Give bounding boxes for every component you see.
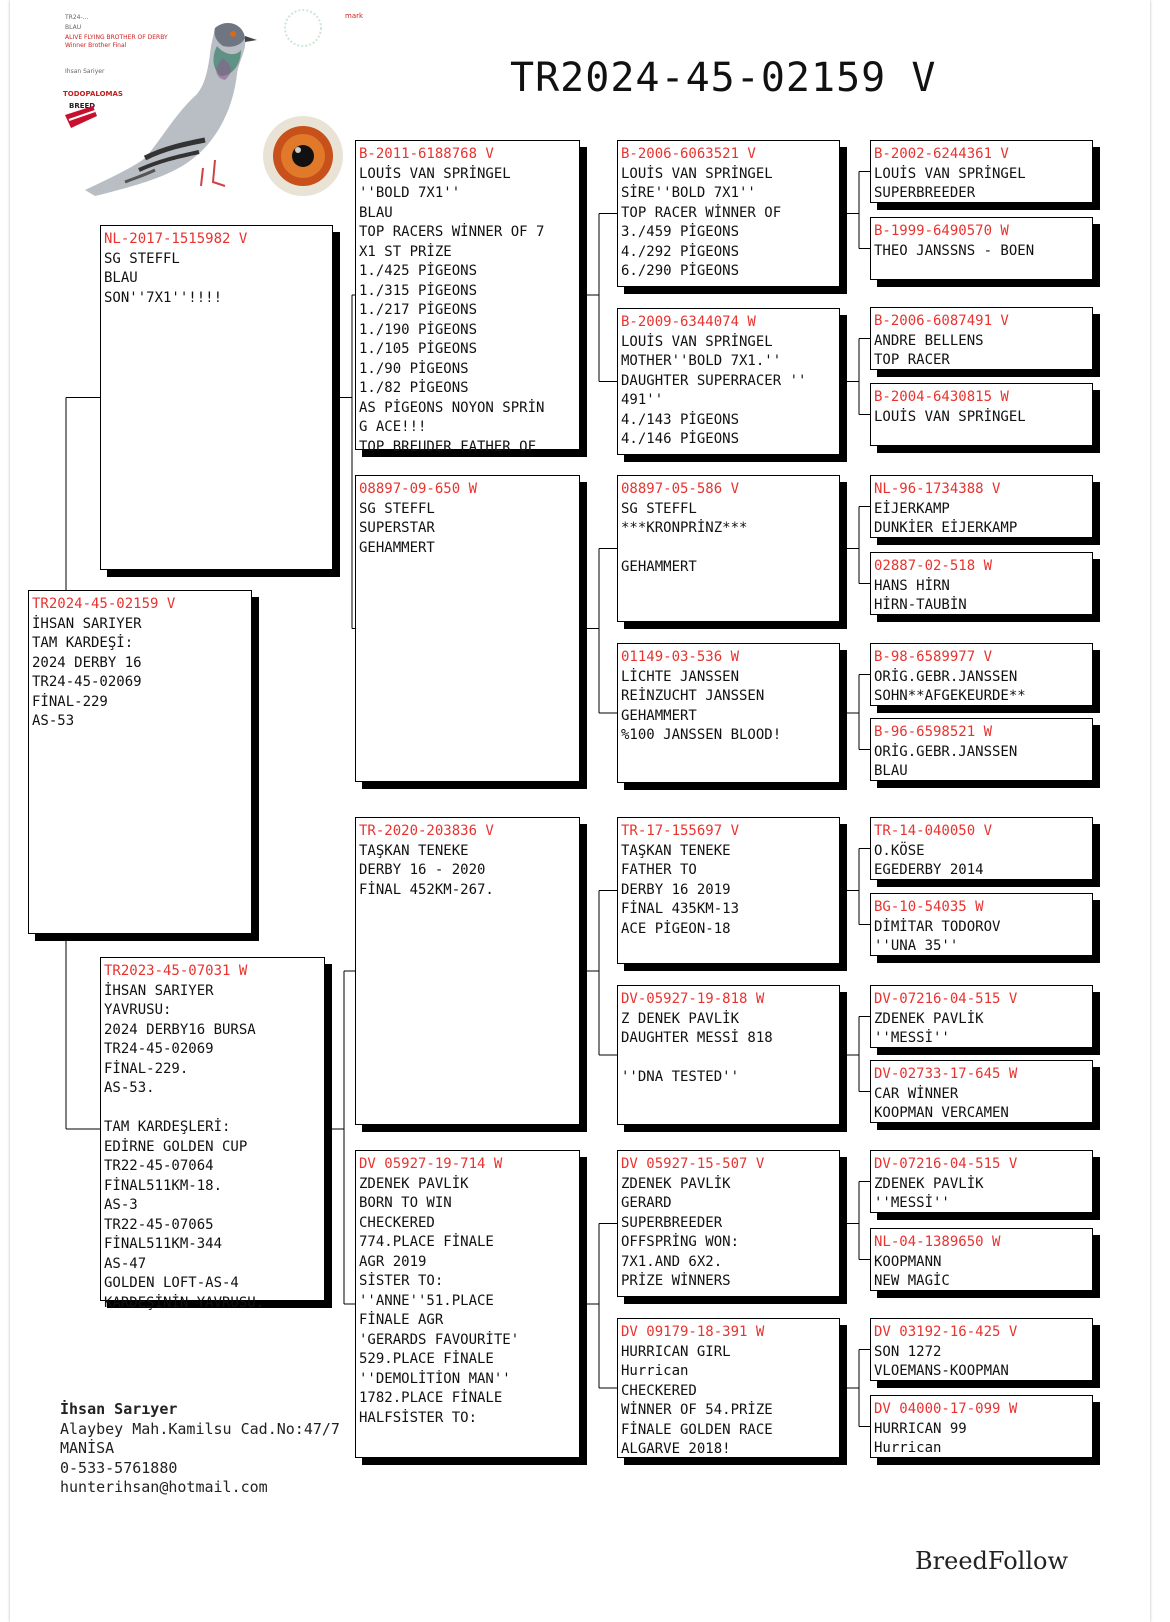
box-lines: [874, 1010, 1089, 1049]
owner-address: Alaybey Mah.Kamilsu Cad.No:47/7: [60, 1419, 340, 1438]
box-line: 6./290 PİGEONS: [621, 263, 740, 279]
pedigree-box-gen4-2: [617, 308, 840, 455]
box-lines: [621, 1010, 836, 1088]
box-line: MOTHER''BOLD 7X1.'': [621, 353, 782, 369]
box-line: HURRICAN GIRL: [621, 1343, 731, 1360]
pedigree-box-gen5-6: [870, 552, 1093, 615]
box-line: ORİG.GEBR.JANSSEN: [874, 743, 1018, 760]
ring-number: DV-02733-17-645 W: [874, 1066, 1018, 1082]
box-line: FATHER TO: [621, 862, 697, 878]
box-line: ALGARVE 2018!: [621, 1441, 731, 1457]
box-line: VLOEMANS-KOOPMAN: [874, 1363, 1009, 1379]
ring-number: TR2023-45-07031 W: [104, 963, 248, 979]
owner-email: hunterihsan@hotmail.com: [60, 1478, 268, 1496]
box-line: ZDENEK PAVLİK: [621, 1175, 731, 1192]
pedigree-box-gen3-2: [355, 475, 580, 782]
box-line: KARDEŞİNİN YAVRUSU.: [104, 1294, 265, 1311]
box-line: X1 ST PRİZE: [359, 243, 452, 260]
box-lines: [874, 1085, 1089, 1124]
pedigree-box-gen5-11: [870, 985, 1093, 1048]
ring-number: DV 04000-17-099 W: [874, 1401, 1018, 1417]
box-lines: [621, 165, 836, 282]
pigeon-icon: [85, 23, 257, 196]
pedigree-box-gen5-8: [870, 718, 1093, 781]
owner-city: MANİSA: [60, 1439, 115, 1457]
box-line: 1./315 PİGEONS: [359, 282, 478, 299]
box-lines: [874, 668, 1089, 707]
box-lines: [359, 1175, 576, 1429]
box-lines: [104, 250, 329, 309]
box-line: 4./143 PİGEONS: [621, 411, 740, 428]
ring-number: DV 03192-16-425 V: [874, 1324, 1018, 1340]
box-line: TR22-45-07064: [104, 1158, 214, 1174]
box-lines: [104, 982, 321, 1314]
pigeon-and-eye-illustration: [65, 10, 355, 210]
box-line: FİNAL 452KM-267.: [359, 881, 494, 898]
box-lines: [32, 615, 248, 732]
pedigree-box-gen4-5: [617, 817, 840, 964]
pedigree-box-gen3-1: [355, 140, 580, 455]
ring-number: DV-07216-04-515 V: [874, 1156, 1018, 1172]
pedigree-box-gen4-6: [617, 985, 840, 1125]
box-line: Z DENEK PAVLİK: [621, 1010, 740, 1027]
box-line: GEHAMMERT: [621, 559, 697, 575]
box-line: BORN TO WIN: [359, 1195, 452, 1211]
box-line: ORİG.GEBR.JANSSEN: [874, 668, 1018, 685]
box-line: LOUİS VAN SPRİNGEL: [359, 165, 511, 182]
box-line: EGEDERBY 2014: [874, 862, 984, 878]
box-line: DERBY 16 - 2020: [359, 862, 486, 878]
pedigree-box-gen5-2: [870, 217, 1093, 280]
seal-icon: [285, 10, 321, 46]
ring-number: B-96-6598521 W: [874, 724, 993, 740]
pedigree-box-gen5-7: [870, 643, 1093, 706]
box-line: GERARD: [621, 1195, 672, 1211]
box-line: TAŞKAN TENEKE: [621, 842, 731, 859]
box-lines: [874, 1420, 1089, 1459]
box-line: TOP BREUDER FATHER OF: [359, 438, 537, 455]
logo-small-text-2: BLAU: [65, 24, 82, 31]
box-line: BLAU: [104, 270, 138, 286]
box-line: 3./459 PİGEONS: [621, 224, 740, 240]
box-line: AS-3: [104, 1197, 138, 1213]
box-line: FİNAL-229.: [104, 1060, 189, 1077]
box-line: AS-53: [32, 713, 75, 729]
ring-number: NL-2017-1515982 V: [104, 231, 248, 247]
ring-number: DV-05927-19-818 W: [621, 991, 765, 1007]
box-line: ''BOLD 7X1'': [359, 185, 461, 201]
pedigree-box-gen5-10: [870, 893, 1093, 956]
box-line: [104, 1099, 321, 1119]
box-lines: [621, 333, 836, 450]
box-line: YAVRUSU:: [104, 1002, 172, 1018]
box-line: SON 1272: [874, 1343, 942, 1360]
box-line: TAM KARDEŞLERİ:: [104, 1119, 231, 1135]
box-line: [621, 539, 836, 559]
box-line: 4./146 PİGEONS: [621, 431, 740, 447]
box-line: LOUİS VAN SPRİNGEL: [874, 408, 1026, 425]
box-lines: [874, 1175, 1089, 1214]
ring-number: B-98-6589977 V: [874, 649, 993, 665]
box-line: SİSTER TO:: [359, 1273, 444, 1289]
box-line: 1./105 PİGEONS: [359, 341, 478, 357]
pedigree-box-dam: [100, 957, 325, 1311]
box-line: HALFSİSTER TO:: [359, 1409, 478, 1426]
pedigree-box-gen5-5: [870, 475, 1093, 538]
box-line: 2024 DERBY16 BURSA: [104, 1021, 256, 1038]
box-line: 774.PLACE FİNALE: [359, 1234, 494, 1250]
box-line: ''DEMOLİTİON MAN'': [359, 1370, 511, 1387]
ring-number: DV-07216-04-515 V: [874, 991, 1018, 1007]
pigeon-eye-icon: [263, 116, 343, 196]
box-line: 529.PLACE FİNALE: [359, 1351, 494, 1367]
box-line: ''DNA TESTED'': [621, 1069, 740, 1085]
page-title: TR2024-45-02159 V: [510, 55, 937, 101]
box-line: WİNNER OF 54.PRİZE: [621, 1402, 773, 1418]
box-line: DERBY 16 2019: [621, 881, 731, 898]
pedigree-box-gen5-9: [870, 817, 1093, 880]
box-line: ZDENEK PAVLİK: [874, 1010, 984, 1027]
pedigree-box-sire: [100, 225, 333, 570]
ring-number: B-2006-6087491 V: [874, 313, 1009, 329]
box-line: TAM KARDEŞİ:: [32, 635, 134, 651]
box-line: CHECKERED: [621, 1382, 697, 1399]
box-line: ZDENEK PAVLİK: [359, 1175, 469, 1192]
box-line: 1./82 PİGEONS: [359, 380, 469, 396]
pedigree-box-subject: [28, 590, 252, 934]
box-line: EİJERKAMP: [874, 500, 950, 517]
box-line: SİRE''BOLD 7X1'': [621, 185, 756, 201]
box-line: ZDENEK PAVLİK: [874, 1175, 984, 1192]
box-line: TOP RACER WİNNER OF: [621, 204, 782, 221]
box-line: 4./292 PİGEONS: [621, 243, 740, 260]
box-line: ANDRE BELLENS: [874, 332, 984, 349]
ring-number: TR-14-040050 V: [874, 823, 993, 839]
box-line: ACE PİGEON-18: [621, 920, 731, 937]
box-lines: [874, 1343, 1089, 1382]
box-line: HANS HİRN: [874, 577, 950, 594]
box-line: SON''7X1''!!!!: [104, 289, 223, 306]
owner-contact: [60, 1400, 340, 1498]
box-line: REİNZUCHT JANSSEN: [621, 688, 765, 704]
box-line: 2024 DERBY 16: [32, 654, 142, 671]
box-line: %100 JANSSEN BLOOD!: [621, 727, 782, 743]
box-lines: [621, 1343, 836, 1460]
box-line: BLAU: [874, 763, 908, 779]
pedigree-box-gen4-8: [617, 1318, 840, 1458]
box-line: PRİZE WİNNERS: [621, 1273, 731, 1289]
box-lines: [621, 1175, 836, 1292]
box-lines: [359, 165, 576, 458]
box-line: 1./190 PİGEONS: [359, 321, 478, 338]
box-line: AS-53.: [104, 1080, 155, 1096]
ring-number: B-2011-6188768 V: [359, 146, 494, 162]
box-line: EDİRNE GOLDEN CUP: [104, 1138, 248, 1155]
box-line: ''MESSİ'': [874, 1030, 950, 1046]
ring-number: 08897-05-586 V: [621, 481, 740, 497]
box-line: TAŞKAN TENEKE: [359, 842, 469, 859]
box-line: OFFSPRİNG WON:: [621, 1234, 740, 1250]
box-line: 1./217 PİGEONS: [359, 302, 478, 318]
box-line: AS-47: [104, 1255, 147, 1272]
pedigree-box-gen5-16: [870, 1395, 1093, 1458]
ring-number: 08897-09-650 W: [359, 481, 478, 497]
box-line: FİNALE GOLDEN RACE: [621, 1421, 773, 1438]
box-line: ''MESSİ'': [874, 1195, 950, 1211]
box-lines: [874, 577, 1089, 616]
box-line: KOOPMAN VERCAMEN: [874, 1105, 1009, 1121]
ring-number: TR-17-155697 V: [621, 823, 740, 839]
ring-number: NL-96-1734388 V: [874, 481, 1001, 497]
box-line: LİCHTE JANSSEN: [621, 668, 740, 685]
ring-number: NL-04-1389650 W: [874, 1234, 1001, 1250]
pedigree-box-gen5-3: [870, 307, 1093, 370]
logo-brand-text: TODOPALOMAS: [63, 90, 123, 98]
box-line: ''ANNE''51.PLACE: [359, 1292, 494, 1309]
header-logo-area: [63, 10, 364, 210]
box-line: Hurrican: [621, 1363, 689, 1379]
box-line: 7X1.AND 6X2.: [621, 1253, 723, 1270]
box-line: DAUGHTER SUPERRACER '': [621, 372, 807, 389]
ring-number: B-2002-6244361 V: [874, 146, 1009, 162]
box-line: SG STEFFL: [104, 250, 180, 267]
box-lines: [359, 842, 576, 901]
logo-small-text-4: Winner Brother Final: [65, 42, 127, 49]
box-line: 1./90 PİGEONS: [359, 360, 469, 377]
pedigree-box-gen3-3: [355, 817, 580, 1125]
pedigree-box-gen4-4: [617, 643, 840, 783]
box-line: HİRN-TAUBİN: [874, 597, 967, 613]
box-line: LOUİS VAN SPRİNGEL: [621, 165, 773, 182]
box-line: Hurrican: [874, 1440, 942, 1456]
box-line: TR22-45-07065: [104, 1216, 214, 1233]
box-line: SG STEFFL: [359, 500, 435, 517]
box-lines: [359, 500, 576, 559]
box-lines: [874, 1253, 1089, 1292]
pedigree-box-gen5-4: [870, 383, 1093, 446]
box-line: TOP RACERS WİNNER OF 7: [359, 224, 545, 240]
box-lines: [621, 500, 836, 578]
box-lines: [874, 842, 1089, 881]
box-line: FİNAL511KM-18.: [104, 1177, 223, 1194]
box-line: 491'': [621, 392, 664, 408]
pedigree-box-gen5-12: [870, 1060, 1093, 1123]
logo-club-text: Ihsan Sariyer: [65, 68, 105, 75]
box-line: CHECKERED: [359, 1214, 435, 1231]
box-line: İHSAN SARIYER: [32, 615, 142, 632]
pedigree-box-gen5-1: [870, 140, 1093, 203]
box-line: GOLDEN LOFT-AS-4: [104, 1275, 239, 1291]
ring-number: DV 05927-19-714 W: [359, 1156, 503, 1172]
box-line: GEHAMMERT: [359, 539, 435, 556]
box-line: İHSAN SARIYER: [104, 982, 214, 999]
box-line: CAR WİNNER: [874, 1085, 959, 1102]
box-line: ***KRONPRİNZ***: [621, 520, 748, 536]
pedigree-page: [10, 0, 1150, 1622]
pedigree-box-gen4-7: [617, 1150, 840, 1297]
pedigree-box-gen5-13: [870, 1150, 1093, 1213]
box-line: FİNALE AGR: [359, 1312, 444, 1328]
box-line: TR24-45-02069: [104, 1041, 214, 1057]
box-lines: [874, 743, 1089, 782]
ring-number: B-2004-6430815 W: [874, 389, 1009, 405]
ring-number: BG-10-54035 W: [874, 899, 984, 915]
ring-number: 01149-03-536 W: [621, 649, 740, 665]
box-line: 1./425 PİGEONS: [359, 263, 478, 279]
ring-number: DV 05927-15-507 V: [621, 1156, 765, 1172]
box-line: FİNAL511KM-344: [104, 1236, 223, 1252]
box-line: LOUİS VAN SPRİNGEL: [874, 165, 1026, 182]
ring-number: 02887-02-518 W: [874, 558, 993, 574]
box-line: LOUİS VAN SPRİNGEL: [621, 333, 773, 350]
box-line: TOP RACER: [874, 352, 950, 368]
box-line: NEW MAGİC: [874, 1273, 950, 1289]
box-lines: [874, 165, 1089, 204]
box-line: G ACE!!!: [359, 419, 427, 435]
box-lines: [874, 332, 1089, 371]
box-line: DUNKİER EİJERKAMP: [874, 520, 1018, 536]
ring-number: DV 09179-18-391 W: [621, 1324, 765, 1340]
pedigree-box-gen3-4: [355, 1150, 580, 1458]
ring-number: TR2024-45-02159 V: [32, 596, 176, 612]
box-line: 1782.PLACE FİNALE: [359, 1390, 503, 1406]
logo-badge-text: BREED: [69, 102, 96, 110]
box-line: SUPERBREEDER: [621, 1214, 723, 1231]
box-line: [621, 1049, 836, 1069]
ring-number: B-2009-6344074 W: [621, 314, 756, 330]
box-line: DAUGHTER MESSİ 818: [621, 1030, 773, 1046]
box-line: SUPERBREEDER: [874, 185, 976, 201]
box-line: BLAU: [359, 204, 393, 221]
box-line: TR24-45-02069: [32, 674, 142, 690]
box-lines: [874, 918, 1089, 957]
owner-name: İhsan Sarıyer: [60, 1400, 178, 1418]
brand-logo-text: BreedFollow: [915, 1547, 1069, 1575]
box-line: O.KÖSE: [874, 842, 925, 859]
pedigree-box-gen4-3: [617, 475, 840, 622]
ring-number: TR-2020-203836 V: [359, 823, 494, 839]
box-line: SG STEFFL: [621, 500, 697, 517]
ring-number: B-1999-6490570 W: [874, 223, 1009, 239]
box-line: SUPERSTAR: [359, 520, 435, 536]
box-line: THEO JANSSNS - BOEN: [874, 242, 1035, 259]
box-lines: [874, 408, 1089, 428]
box-line: GEHAMMERT: [621, 707, 697, 724]
pedigree-box-gen5-14: [870, 1228, 1093, 1291]
box-lines: [621, 668, 836, 746]
box-line: AS PİGEONS NOYON SPRİN: [359, 399, 545, 416]
box-line: FİNAL-229: [32, 693, 108, 710]
box-line: ''UNA 35'': [874, 938, 959, 954]
box-lines: [874, 500, 1089, 539]
box-line: AGR 2019: [359, 1253, 427, 1270]
owner-phone: 0-533-5761880: [60, 1458, 178, 1477]
logo-seal-text: mark: [345, 12, 364, 20]
logo-small-text-3: ALIVE FLYING BROTHER OF DERBY: [65, 34, 168, 41]
box-line: FİNAL 435KM-13: [621, 901, 740, 917]
logo-small-text-1: TR24-...: [65, 14, 89, 21]
box-lines: [874, 242, 1089, 262]
pedigree-box-gen4-1: [617, 140, 840, 287]
box-line: 'GERARDS FAVOURİTE': [359, 1331, 520, 1348]
box-line: KOOPMANN: [874, 1253, 942, 1270]
badge-icon: [65, 106, 97, 128]
box-line: DİMİTAR TODOROV: [874, 918, 1001, 935]
box-line: SOHN**AFGEKEURDE**: [874, 688, 1026, 704]
pedigree-box-gen5-15: [870, 1318, 1093, 1381]
box-lines: [621, 842, 836, 940]
ring-number: B-2006-6063521 V: [621, 146, 756, 162]
box-line: HURRICAN 99: [874, 1420, 967, 1437]
